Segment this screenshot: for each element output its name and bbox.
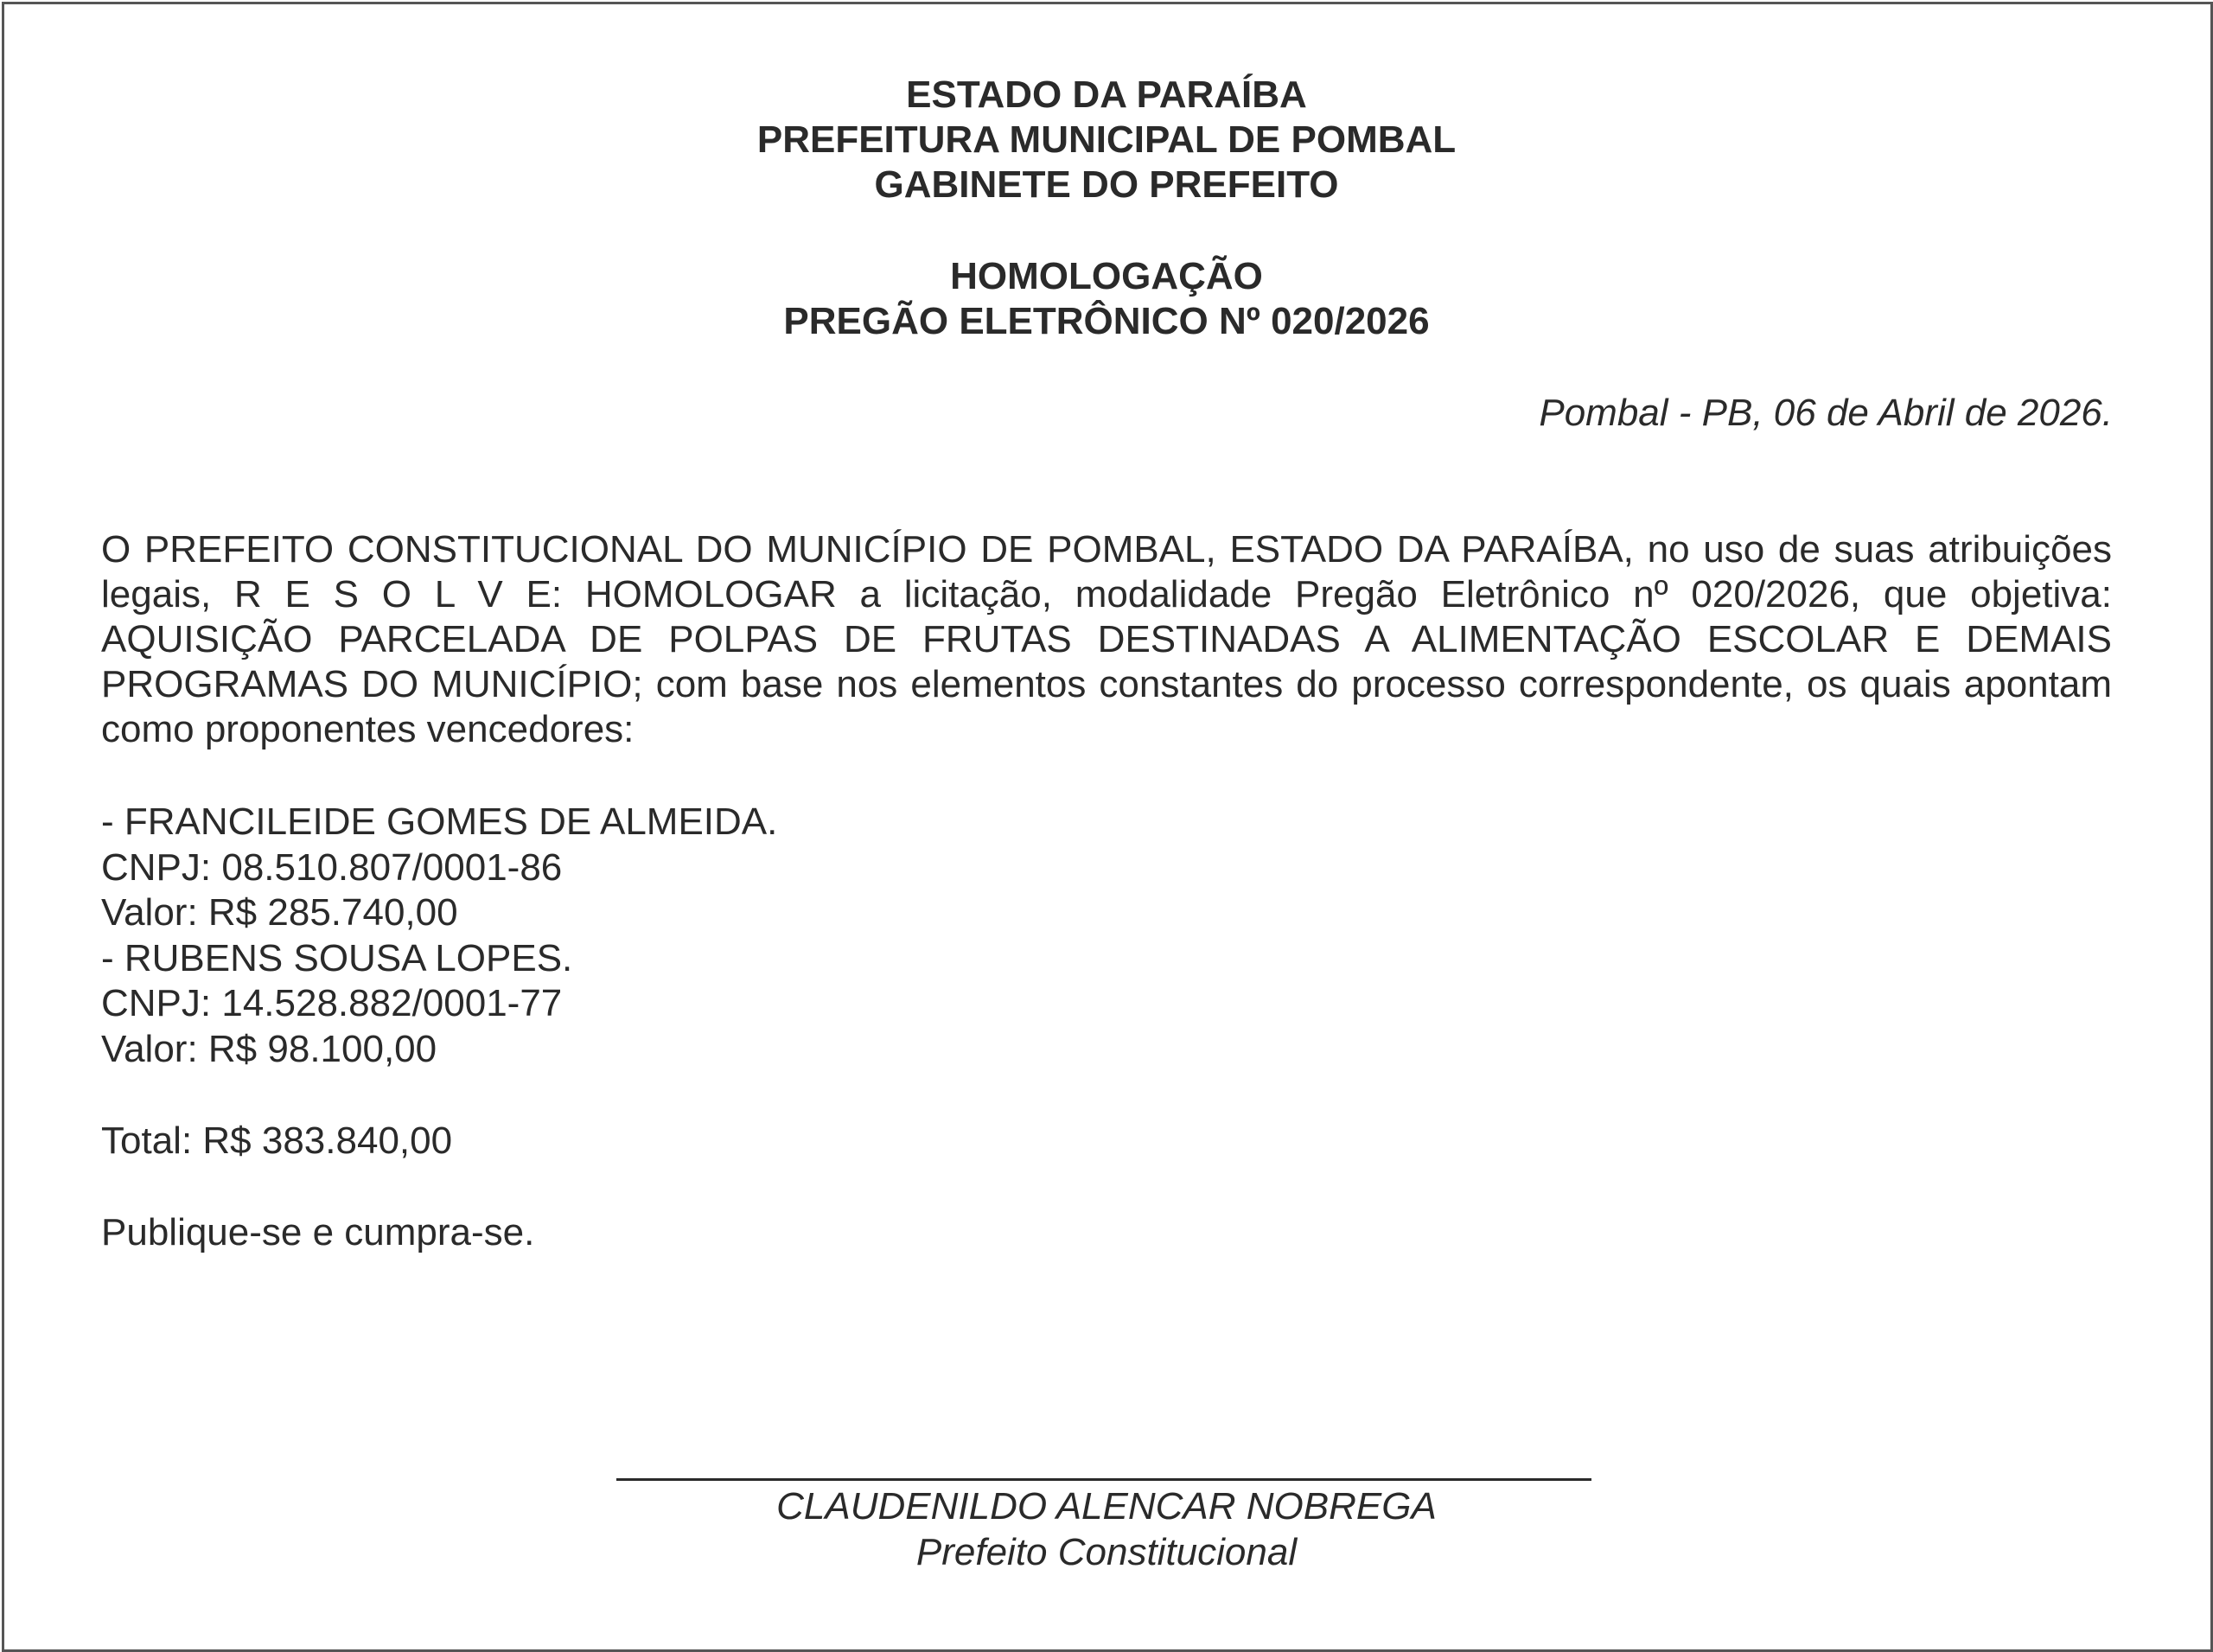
document-title xyxy=(0,254,2213,344)
winner-1-value: Valor: R$ 285.740,00 xyxy=(101,891,458,934)
total-value: Total: R$ 383.840,00 xyxy=(101,1119,453,1162)
signature-block xyxy=(0,1483,2213,1575)
signatory-role: Prefeito Constitucional xyxy=(915,1531,1298,1573)
signature-line xyxy=(616,1478,1591,1481)
winner-2-cnpj: CNPJ: 14.528.882/0001-77 xyxy=(101,982,563,1024)
resolution-paragraph: O PREFEITO CONSTITUCIONAL DO MUNICÍPIO DE POMBAL, ESTADO DA PARAÍBA, no uso de suas atribuições legais, R E S O L V E: HOMOLOGAR a licitação, modalidade Pregão Eletrônico nº 020/2026, que objetiva: AQUISIÇÃO PARCELADA DE POLPAS DE FRUTAS DESTINADAS A ALIMENTAÇÃO ESCOLAR E DEMAIS PROGRAMAS DO MUNICÍPIO; com base nos elementos constantes do processo correspondente, os quais apontam como proponentes vencedores: xyxy=(101,528,2112,750)
title-homologation: HOMOLOGAÇÃO xyxy=(950,255,1263,297)
closing-statement: Publique-se e cumpra-se. xyxy=(101,1211,535,1253)
winner-1-name: - FRANCILEIDE GOMES DE ALMEIDA. xyxy=(101,800,778,843)
header-state: ESTADO DA PARAÍBA xyxy=(906,73,1307,116)
winners-list xyxy=(101,800,777,1072)
signatory-name: CLAUDENILDO ALENCAR NOBREGA xyxy=(776,1485,1437,1528)
header-municipality: PREFEITURA MUNICIPAL DE POMBAL xyxy=(756,118,1457,161)
winner-2-value: Valor: R$ 98.100,00 xyxy=(101,1027,437,1070)
winner-2-name: - RUBENS SOUSA LOPES. xyxy=(101,936,573,979)
title-auction-number: PREGÃO ELETRÔNICO Nº 020/2026 xyxy=(783,300,1430,342)
header-office: GABINETE DO PREFEITO xyxy=(874,163,1339,206)
winner-1-cnpj: CNPJ: 08.510.807/0001-86 xyxy=(101,845,563,889)
document-date: Pombal - PB, 06 de Abril de 2026. xyxy=(1539,392,2113,434)
document-header xyxy=(0,73,2213,207)
